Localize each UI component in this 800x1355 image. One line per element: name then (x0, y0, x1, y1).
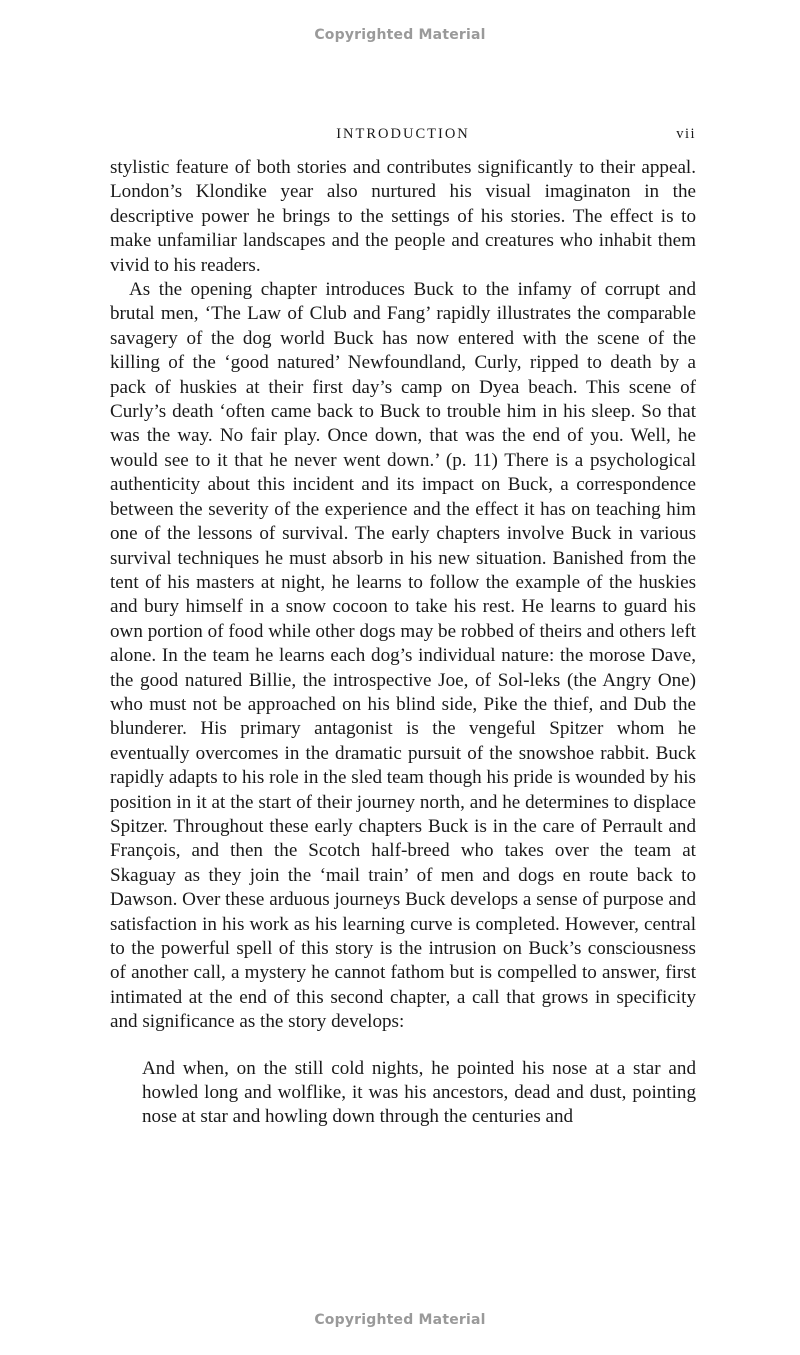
paragraph: As the opening chapter introduces Buck to the infamy of corrupt and brutal men, ‘The Law of Club and Fang’ rapidly illustrates the comparable savagery of the dog world Buck has now entered with the scene of the killing of the ‘good natured’ Newfoundland, Curly, ripped to death by a pack of huskies at their first day’s camp on Dyea beach. This scene of Curly’s death ‘often came back to Buck to trouble him in his sleep. So that was the way. No fair play. Once down, that was the end of you. Well, he would see to it that he never went down.’ (p. 11) There is a psychological authenticity about this incident and its impact on Buck, a correspondence between the severity of the experience and the effect it has on teaching him one of the lessons of survival. The early chapters involve Buck in various survival techniques he must absorb in his new situation. Banished from the tent of his masters at night, he learns to follow the example of the huskies and bury himself in a snow cocoon to take his rest. He learns to guard his own portion of food while other dogs may be robbed of theirs and others left alone. In the team he learns each dog’s individual nature: the morose Dave, the good natured Billie, the introspective Joe, of Sol-leks (the Angry One) who must not be approached on his blind side, Pike the thief, and Dub the blunderer. His primary antagonist is the vengeful Spitzer whom he eventually overcomes in the dramatic pursuit of the snowshoe rabbit. Buck rapidly adapts to his role in the sled team though his pride is wounded by his position in it at the start of their journey north, and he determines to displace Spitzer. Throughout these early chapters Buck is in the care of Perrault and François, and then the Scotch half-breed who takes over the team at Skaguay as they join the ‘mail train’ of men and dogs en route back to Dawson. Over these arduous journeys Buck develops a sense of purpose and satisfaction in his work as his learning curve is completed. However, central to the powerful spell of this story is the intrusion on Buck’s consciousness of another call, a mystery he cannot fathom but is compelled to answer, first intimated at the end of this second chapter, a call that grows in specificity and significance as the story develops: (110, 279, 696, 1033)
page-number: vii (676, 126, 696, 142)
body-text (110, 156, 696, 1130)
running-head (110, 126, 696, 148)
copyright-watermark-top: Copyrighted Material (314, 27, 486, 43)
running-head-title: INTRODUCTION (336, 126, 470, 142)
paragraph-continued: stylistic feature of both stories and contributes significantly to their appeal. London’s Klondike year also nurtured his visual imaginaton in the descriptive power he brings to the settings of his stories. The effect is to make unfamiliar landscapes and the people and creatures who inhabit them vivid to his readers. (110, 157, 696, 276)
block-quote: And when, on the still cold nights, he pointed his nose at a star and howled long and wolflike, it was his ancestors, dead and dust, pointing nose at star and howling down through the centuries and (142, 1057, 696, 1128)
copyright-watermark-bottom: Copyrighted Material (314, 1312, 486, 1328)
